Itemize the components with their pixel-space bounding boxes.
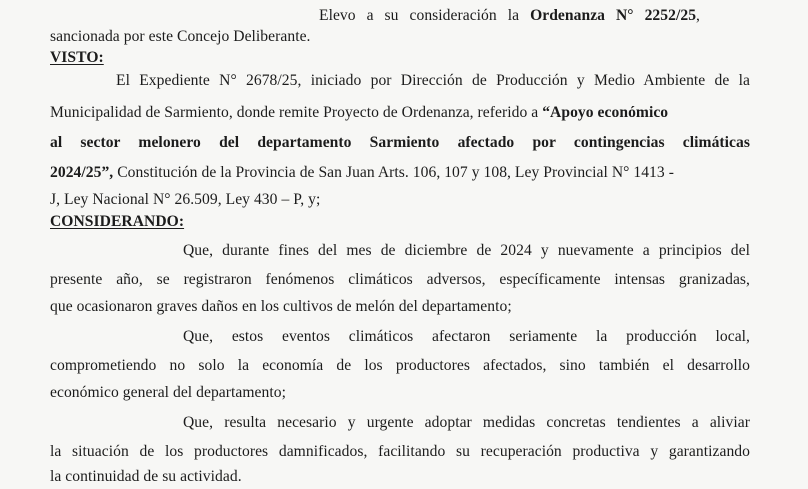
considerando-p2-line-1: Que, estos eventos climáticos afectaron seriamente la producción local,	[183, 328, 750, 345]
project-title-part3: 2024/25”,	[50, 164, 114, 181]
intro-line-2: sancionada por este Concejo Deliberante.	[50, 28, 311, 45]
visto-line-1: El Expediente N° 2678/25, iniciado por Dirección de Producción y Medio Ambiente de la	[116, 72, 750, 89]
project-title-part1: “Apoyo económico	[542, 104, 669, 121]
ordinance-number: Ordenanza N° 2252/25	[530, 7, 697, 24]
visto-line-6: J, Ley Nacional N° 26.509, Ley 430 – P, y;	[50, 191, 321, 208]
considerando-p3-line-2: la situación de los productores damnificados, facilitando su recuperación productiva y garantizando	[50, 443, 750, 460]
visto-heading: VISTO:	[50, 49, 104, 66]
considerando-p2-line-2: comprometiendo no solo la economía de los productores afectados, sino también el desarrollo	[50, 357, 750, 374]
intro-prefix: Elevo a su consideración la	[319, 7, 531, 24]
project-title-part2: al sector melonero del departamento Sarmiento afectado por contingencias climáticas	[50, 134, 750, 151]
considerando-p1-line-3: que ocasionaron graves daños en los cultivos de melón del departamento;	[50, 298, 512, 315]
considerando-p1-line-1: Que, durante fines del mes de diciembre de 2024 y nuevamente a principios del	[183, 242, 750, 259]
intro-line-1	[319, 6, 700, 26]
visto-line-5: 2024/25”, Constitución de la Provincia de San Juan Arts. 106, 107 y 108, Ley Provincial N° 1413 -	[50, 164, 674, 181]
considerando-heading: CONSIDERANDO:	[50, 213, 185, 230]
visto-line-2: Municipalidad de Sarmiento, donde remite Proyecto de Ordenanza, referido a “Apoyo económico	[50, 104, 669, 121]
considerando-p3-line-1: Que, resulta necesario y urgente adoptar medidas concretas tendientes a aliviar	[183, 414, 750, 431]
considerando-p1-line-2: presente año, se registraron fenómenos climáticos adversos, específicamente intensas granizadas,	[50, 271, 750, 288]
considerando-p3-line-3: la continuidad de su actividad.	[50, 468, 242, 485]
intro-suffix: ,	[696, 7, 700, 24]
considerando-p2-line-3: económico general del departamento;	[50, 384, 286, 401]
